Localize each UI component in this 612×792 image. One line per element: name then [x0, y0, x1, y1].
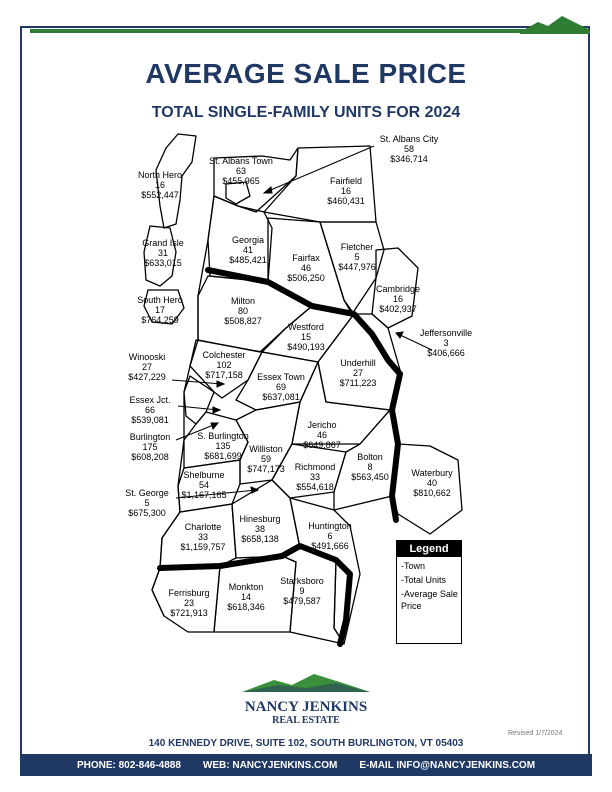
legend-item-price: -Average Sale	[401, 589, 458, 599]
town-units: 38	[254, 524, 266, 534]
town-label-starksboro	[280, 576, 324, 606]
town-units: 33	[197, 532, 209, 542]
town-units: 23	[183, 598, 195, 608]
town-label-huntington	[308, 521, 352, 551]
town-price: $447,976	[338, 262, 376, 272]
town-price: $747,173	[247, 464, 285, 474]
town-name: S. Burlington	[197, 431, 249, 441]
town-units: 54	[198, 480, 210, 490]
town-label-underhill	[340, 358, 377, 388]
town-units: 31	[157, 248, 169, 258]
town-label-bolton	[351, 452, 389, 482]
revised-date: Revised 1/7/2024	[508, 730, 563, 737]
town-name: Burlington	[129, 432, 171, 442]
town-name: Richmond	[294, 462, 336, 472]
town-price: $491,666	[311, 541, 349, 551]
town-label-georgia	[229, 235, 267, 265]
legend-item-units: -Total Units	[401, 575, 447, 585]
town-label-fairfield	[327, 176, 365, 206]
town-name: North Hero	[137, 170, 183, 180]
town-label-jericho	[303, 420, 341, 450]
town-price: $460,431	[327, 196, 365, 206]
town-price: $810,662	[413, 488, 451, 498]
office-address: 140 KENNEDY DRIVE, SUITE 102, SOUTH BURLINGTON, VT 05403	[148, 738, 464, 749]
town-units: 8	[367, 462, 373, 472]
town-name: Grand Isle	[142, 238, 184, 248]
town-price: $490,193	[287, 342, 325, 352]
town-price: $479,587	[283, 596, 321, 606]
town-price: $764,259	[141, 315, 179, 325]
logo-sub: REAL ESTATE	[272, 715, 340, 726]
town-units: 16	[392, 294, 404, 304]
town-units: 135	[215, 441, 231, 451]
town-price: $427,229	[128, 372, 166, 382]
town-units: 17	[154, 305, 166, 315]
town-name: Fairfax	[292, 253, 320, 263]
town-units: 58	[403, 144, 415, 154]
town-label-essex-jct	[129, 395, 170, 425]
town-units: 80	[237, 306, 249, 316]
town-name: South Hero	[137, 295, 183, 305]
footer-phone: PHONE: 802-846-4888	[76, 759, 181, 771]
town-name: Charlotte	[184, 522, 222, 532]
town-units: 27	[352, 368, 364, 378]
town-name: Westford	[288, 322, 324, 332]
town-label-milton	[224, 296, 262, 326]
footer-web[interactable]: WEB: NANCYJENKINS.COM	[202, 759, 338, 771]
town-name: Starksboro	[280, 576, 324, 586]
town-name: Monkton	[228, 582, 264, 592]
logo-name: NANCY JENKINS	[244, 699, 368, 715]
town-label-williston	[247, 444, 285, 474]
town-name: St. Albans Town	[209, 156, 273, 166]
page-title: AVERAGE SALE PRICE	[145, 58, 467, 89]
town-label-hinesburg	[239, 514, 280, 544]
town-label-north-hero	[138, 170, 182, 200]
town-units: 16	[154, 180, 166, 190]
town-name: St. George	[125, 488, 169, 498]
town-label-charlotte	[180, 522, 225, 552]
town-price: $485,421	[229, 255, 267, 265]
town-units: 46	[316, 430, 328, 440]
town-name: Ferrisburg	[168, 588, 210, 598]
town-units: 27	[141, 362, 153, 372]
town-units: 33	[309, 472, 321, 482]
town-price: $608,208	[131, 452, 169, 462]
jericho-region	[292, 362, 390, 444]
town-label-cambridge	[376, 284, 420, 314]
town-label-colchester	[202, 350, 245, 380]
town-units: 3	[443, 338, 449, 348]
town-name: Hinesburg	[239, 514, 281, 524]
town-label-winooski	[128, 352, 166, 382]
town-name: Jericho	[307, 420, 337, 430]
town-name: Williston	[249, 444, 283, 454]
logo-mountain-icon	[236, 672, 376, 694]
map-legend	[396, 540, 462, 644]
town-units: 40	[426, 478, 438, 488]
town-name: Essex Jct.	[129, 395, 171, 405]
town-label-st-albans-town	[209, 156, 273, 186]
town-name: Jeffersonville	[419, 328, 473, 338]
town-label-st-george	[125, 488, 169, 518]
town-price: $563,450	[351, 472, 389, 482]
town-label-burlington	[130, 432, 171, 462]
town-units: 14	[240, 592, 252, 602]
town-label-fairfax	[287, 253, 325, 283]
town-units: 16	[340, 186, 352, 196]
town-price: $402,937	[379, 304, 417, 314]
town-label-essex-town	[257, 372, 305, 402]
footer-email[interactable]: E-MAIL INFO@NANCYJENKINS.COM	[359, 759, 536, 771]
town-label-richmond	[295, 462, 336, 492]
town-name: Milton	[230, 296, 256, 306]
footer-bar	[20, 754, 592, 776]
town-label-waterbury	[411, 468, 453, 498]
town-units: 69	[275, 382, 287, 392]
town-price: $346,714	[390, 154, 428, 164]
town-units: 5	[354, 252, 360, 262]
town-price: $633,015	[144, 258, 182, 268]
town-price: $658,138	[241, 534, 279, 544]
town-label-westford	[287, 322, 325, 352]
town-units: 9	[299, 586, 305, 596]
town-label-grand-isle	[142, 238, 184, 268]
town-price: $506,250	[287, 273, 325, 283]
town-price: $539,081	[131, 415, 169, 425]
legend-title: Legend	[397, 541, 461, 557]
town-units: 46	[300, 263, 312, 273]
town-label-st-albans-city	[380, 134, 439, 164]
town-name: Colchester	[202, 350, 246, 360]
town-name: Shelburne	[183, 470, 225, 480]
town-label-fletcher	[338, 242, 376, 272]
town-name: Waterbury	[411, 468, 453, 478]
town-units: 41	[242, 245, 254, 255]
town-price: $675,300	[128, 508, 166, 518]
legend-item-town: -Town	[401, 561, 426, 571]
town-price: $711,223	[339, 378, 377, 388]
town-units: 6	[327, 531, 333, 541]
town-name: St. Albans City	[379, 134, 439, 144]
town-name: Huntington	[308, 521, 352, 531]
town-price: $717,158	[205, 370, 243, 380]
town-units: 66	[144, 405, 156, 415]
town-price: $552,447	[141, 190, 179, 200]
town-price: $1,159,757	[180, 542, 226, 552]
town-name: Fletcher	[340, 242, 374, 252]
town-units: 102	[216, 360, 232, 370]
town-price: $681,699	[204, 451, 242, 461]
legend-item-price-cont: Price	[401, 601, 422, 611]
town-label-south-hero	[137, 295, 183, 325]
town-label-jeffersonville	[420, 328, 472, 358]
town-name: Essex Town	[257, 372, 305, 382]
town-label-s-burlington	[197, 431, 249, 461]
town-units: 175	[142, 442, 158, 452]
town-name: Winooski	[128, 352, 166, 362]
town-units: 63	[235, 166, 247, 176]
town-price: $406,666	[427, 348, 465, 358]
town-label-monkton	[227, 582, 265, 612]
town-price: $721,913	[170, 608, 208, 618]
town-price: $1,167,165	[181, 490, 227, 500]
town-label-ferrisburg	[168, 588, 209, 618]
town-units: 59	[260, 454, 272, 464]
town-name: Fairfield	[329, 176, 363, 186]
page-subtitle: TOTAL SINGLE-FAMILY UNITS FOR 2024	[151, 104, 461, 121]
town-price: $554,618	[296, 482, 334, 492]
town-price: $649,867	[303, 440, 341, 450]
milton-region	[198, 276, 312, 352]
washington-county-border	[392, 374, 400, 520]
town-name: Georgia	[231, 235, 265, 245]
company-logo	[236, 672, 376, 726]
town-name: Bolton	[357, 452, 383, 462]
town-price: $508,827	[224, 316, 262, 326]
town-units: 5	[144, 498, 150, 508]
town-name: Cambridge	[375, 284, 421, 294]
town-price: $637,081	[262, 392, 300, 402]
town-name: Underhill	[340, 358, 376, 368]
town-units: 15	[300, 332, 312, 342]
town-price: $455,965	[222, 176, 260, 186]
town-label-shelburne	[181, 470, 226, 500]
town-price: $618,346	[227, 602, 265, 612]
